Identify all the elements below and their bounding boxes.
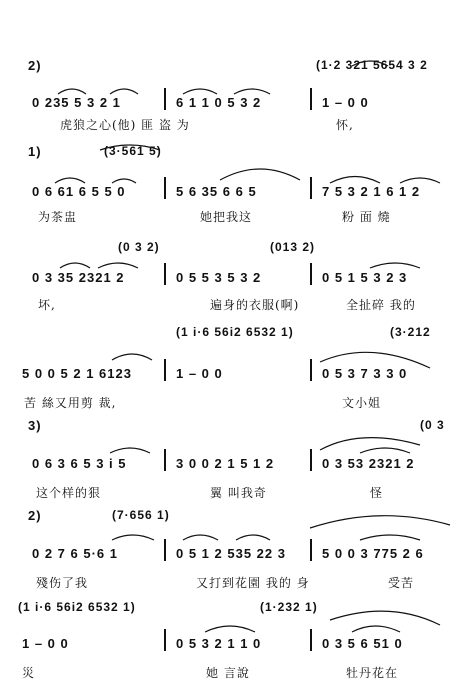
measure-notes: 0 5 1 2 535 22 3 (176, 546, 286, 561)
measure-notes: 1 – 0 0 (322, 95, 369, 110)
interlude-phrase: (3·561 5) (104, 144, 162, 158)
lyric-line: 怀, (336, 118, 354, 132)
bar-line (310, 177, 312, 199)
lyric-line: 又打到花園 我的 身 (196, 576, 310, 590)
bar-line (164, 263, 166, 285)
measure-notes: 0 5 3 7 3 3 0 (322, 366, 408, 381)
bar-line (310, 263, 312, 285)
interlude-phrase: (013 2) (270, 240, 316, 254)
measure-notes: 0 3 5 6 51 0 (322, 636, 403, 651)
lyric-line: 殘伤了我 (36, 576, 89, 590)
interlude-phrase: (1·232 1) (260, 600, 318, 614)
measure-notes: 0 5 5 3 5 3 2 (176, 270, 262, 285)
interlude-phrase: (1 i·6 56i2 6532 1) (176, 325, 294, 339)
lyric-line: 这个样的狠 (36, 486, 102, 500)
measure-notes: 0 2 7 6 5·6 1 (32, 546, 118, 561)
interlude-phrase: (0 3 2) (118, 240, 160, 254)
measure-notes: 0 5 1 5 3 2 3 (322, 270, 408, 285)
bar-line (310, 88, 312, 110)
measure-notes: 0 6 3 6 5 3 i 5 (32, 456, 127, 471)
section-marker: 1) (28, 144, 42, 159)
lyric-line: 受苦 (388, 576, 415, 590)
bar-line (310, 629, 312, 651)
interlude-phrase: (1·2 321 5654 3 2 (316, 58, 428, 72)
measure-notes: 0 6 61 6 5 5 0 (32, 184, 126, 199)
lyric-line: 她把我这 (200, 210, 253, 224)
section-marker: 2) (28, 58, 42, 73)
lyric-line: 怪 (370, 486, 384, 500)
lyric-line: 災 (22, 666, 36, 680)
bar-line (164, 449, 166, 471)
measure-notes: 5 6 35 6 6 5 (176, 184, 257, 199)
bar-line (164, 359, 166, 381)
lyric-line: 虎狼之心(他) 匪 盗 为 (60, 118, 190, 132)
bar-line (164, 177, 166, 199)
bar-line (310, 359, 312, 381)
section-marker: 2) (28, 508, 42, 523)
lyric-line: 牡丹花在 (346, 666, 399, 680)
interlude-phrase: (3·212 (390, 325, 431, 339)
lyric-line: 遍身的衣服(啊) (210, 298, 300, 312)
interlude-phrase: (0 3 (420, 418, 445, 432)
bar-line (310, 449, 312, 471)
measure-notes: 0 235 5 3 2 1 (32, 95, 121, 110)
lyric-line: 翼 叫我奇 (210, 486, 267, 500)
measure-notes: 0 3 53 2321 2 (322, 456, 415, 471)
measure-notes: 3 0 0 2 1 5 1 2 (176, 456, 275, 471)
bar-line (310, 539, 312, 561)
lyric-line: 她 言說 (206, 666, 250, 680)
measure-notes: 7 5 3 2 1 6 1 2 (322, 184, 421, 199)
bar-line (164, 629, 166, 651)
lyric-line: 为茶盅 (38, 210, 78, 224)
lyric-line: 苦 絲又用剪 裁, (24, 396, 117, 410)
lyric-line: 文小姐 (342, 396, 382, 410)
measure-notes: 0 3 35 2321 2 (32, 270, 125, 285)
lyric-line: 粉 面 燒 (342, 210, 391, 224)
section-marker: 3) (28, 418, 42, 433)
interlude-phrase: (7·656 1) (112, 508, 170, 522)
interlude-phrase: (1 i·6 56i2 6532 1) (18, 600, 136, 614)
lyric-line: 坏, (38, 298, 56, 312)
bar-line (164, 539, 166, 561)
bar-line (164, 88, 166, 110)
measure-notes: 1 – 0 0 (176, 366, 223, 381)
measure-notes: 6 1 1 0 5 3 2 (176, 95, 262, 110)
measure-notes: 5 0 0 5 2 1 6123 (22, 366, 132, 381)
measure-notes: 0 5 3 2 1 1 0 (176, 636, 262, 651)
lyric-line: 全扯碎 我的 (346, 298, 416, 312)
measure-notes: 1 – 0 0 (22, 636, 69, 651)
measure-notes: 5 0 0 3 775 2 6 (322, 546, 424, 561)
